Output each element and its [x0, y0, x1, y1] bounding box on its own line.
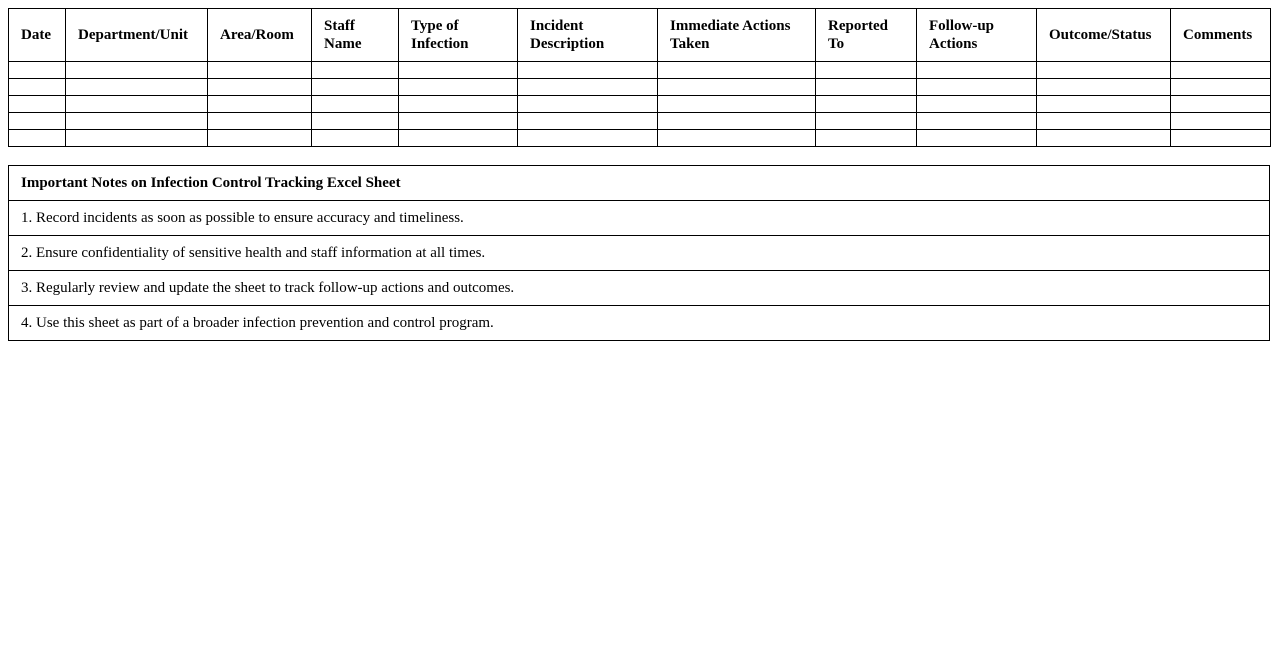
table-cell[interactable]	[917, 79, 1037, 96]
table-cell[interactable]	[1037, 96, 1171, 113]
table-cell[interactable]	[312, 96, 399, 113]
table-cell[interactable]	[816, 62, 917, 79]
table-cell[interactable]	[208, 96, 312, 113]
table-cell[interactable]	[917, 96, 1037, 113]
note-row	[9, 236, 1270, 271]
table-cell[interactable]	[1037, 113, 1171, 130]
table-cell[interactable]	[658, 62, 816, 79]
table-header-row	[9, 9, 1271, 62]
table-cell[interactable]	[518, 113, 658, 130]
table-cell[interactable]	[399, 113, 518, 130]
column-header-department-unit: Department/Unit	[66, 9, 208, 62]
table-row	[9, 113, 1271, 130]
table-body	[9, 62, 1271, 147]
important-notes-table	[8, 165, 1270, 341]
table-cell[interactable]	[518, 96, 658, 113]
table-cell[interactable]	[312, 79, 399, 96]
table-cell[interactable]	[1171, 96, 1271, 113]
column-header-incident-description: Incident Description	[518, 9, 658, 62]
table-cell[interactable]	[1037, 130, 1171, 147]
table-cell[interactable]	[816, 96, 917, 113]
table-cell[interactable]	[1171, 130, 1271, 147]
table-cell[interactable]	[312, 130, 399, 147]
note-item-2: 2. Ensure confidentiality of sensitive health and staff information at all times.	[9, 236, 1270, 271]
table-cell[interactable]	[9, 62, 66, 79]
table-cell[interactable]	[66, 62, 208, 79]
note-row	[9, 271, 1270, 306]
table-cell[interactable]	[399, 130, 518, 147]
note-row	[9, 306, 1270, 341]
table-cell[interactable]	[208, 130, 312, 147]
table-row	[9, 96, 1271, 113]
table-cell[interactable]	[816, 79, 917, 96]
table-cell[interactable]	[917, 130, 1037, 147]
table-cell[interactable]	[518, 79, 658, 96]
infection-tracking-table	[8, 8, 1271, 147]
table-row	[9, 62, 1271, 79]
table-cell[interactable]	[208, 62, 312, 79]
table-cell[interactable]	[9, 113, 66, 130]
table-cell[interactable]	[66, 113, 208, 130]
table-cell[interactable]	[9, 130, 66, 147]
table-cell[interactable]	[816, 130, 917, 147]
column-header-immediate-actions: Immediate Actions Taken	[658, 9, 816, 62]
table-cell[interactable]	[518, 130, 658, 147]
table-cell[interactable]	[917, 62, 1037, 79]
table-cell[interactable]	[1171, 79, 1271, 96]
column-header-outcome-status: Outcome/Status	[1037, 9, 1171, 62]
table-cell[interactable]	[1171, 113, 1271, 130]
column-header-date: Date	[9, 9, 66, 62]
table-cell[interactable]	[9, 79, 66, 96]
column-header-reported-to: Reported To	[816, 9, 917, 62]
table-cell[interactable]	[518, 62, 658, 79]
table-cell[interactable]	[9, 96, 66, 113]
table-cell[interactable]	[312, 62, 399, 79]
note-item-1: 1. Record incidents as soon as possible to ensure accuracy and timeliness.	[9, 201, 1270, 236]
notes-title-row	[9, 166, 1270, 201]
table-cell[interactable]	[399, 62, 518, 79]
table-cell[interactable]	[208, 113, 312, 130]
note-item-4: 4. Use this sheet as part of a broader infection prevention and control program.	[9, 306, 1270, 341]
column-header-type-of-infection: Type of Infection	[399, 9, 518, 62]
table-cell[interactable]	[66, 79, 208, 96]
column-header-comments: Comments	[1171, 9, 1271, 62]
table-cell[interactable]	[66, 96, 208, 113]
table-cell[interactable]	[1171, 62, 1271, 79]
table-cell[interactable]	[399, 96, 518, 113]
table-cell[interactable]	[66, 130, 208, 147]
table-cell[interactable]	[399, 79, 518, 96]
table-row	[9, 79, 1271, 96]
notes-title: Important Notes on Infection Control Tracking Excel Sheet	[9, 166, 1270, 201]
table-cell[interactable]	[658, 96, 816, 113]
table-cell[interactable]	[312, 113, 399, 130]
table-cell[interactable]	[917, 113, 1037, 130]
table-cell[interactable]	[816, 113, 917, 130]
column-header-staff-name: Staff Name	[312, 9, 399, 62]
table-cell[interactable]	[1037, 62, 1171, 79]
table-cell[interactable]	[208, 79, 312, 96]
column-header-area-room: Area/Room	[208, 9, 312, 62]
table-cell[interactable]	[658, 79, 816, 96]
table-cell[interactable]	[658, 130, 816, 147]
note-item-3: 3. Regularly review and update the sheet to track follow-up actions and outcomes.	[9, 271, 1270, 306]
table-row	[9, 130, 1271, 147]
column-header-follow-up-actions: Follow-up Actions	[917, 9, 1037, 62]
table-cell[interactable]	[658, 113, 816, 130]
table-cell[interactable]	[1037, 79, 1171, 96]
note-row	[9, 201, 1270, 236]
